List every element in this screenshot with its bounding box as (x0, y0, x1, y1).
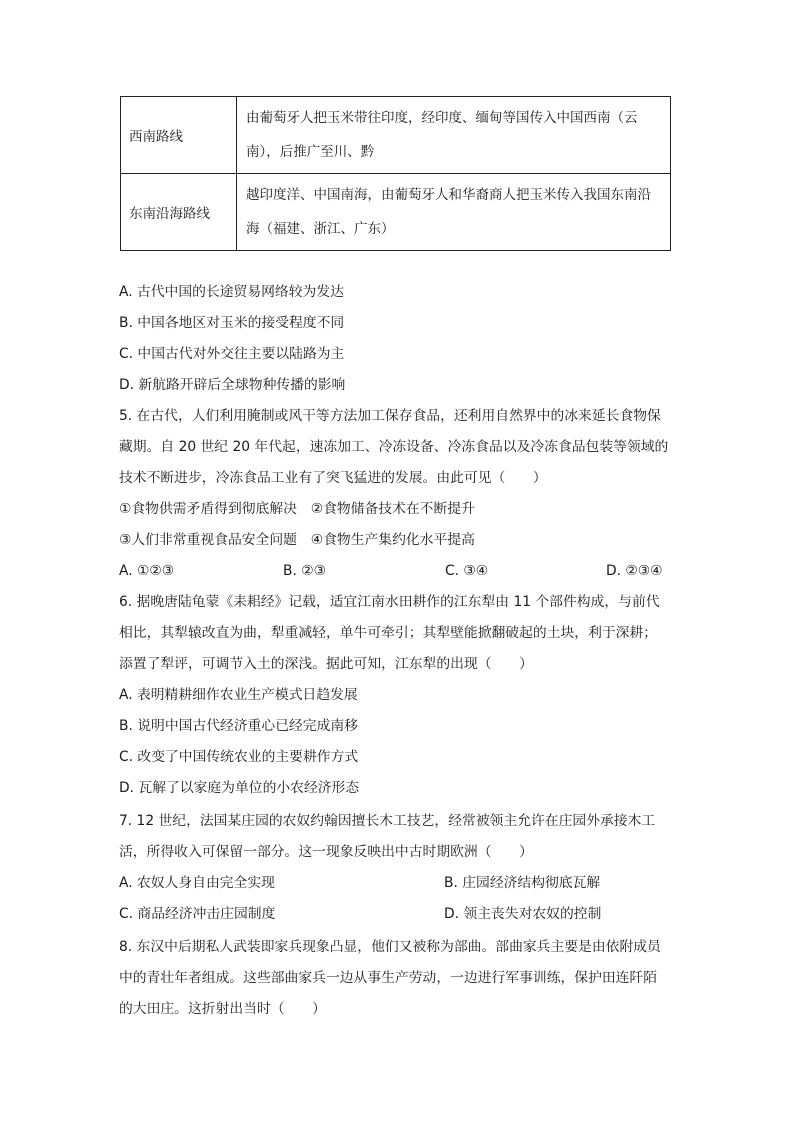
q6-option-d: D. 瓦解了以家庭为单位的小农经济形态 (119, 780, 360, 796)
q4-option-b: B. 中国各地区对玉米的接受程度不同 (119, 315, 345, 331)
q8-stem-line: 中的青壮年者组成。这些部曲家兵一边从事生产劳动，一边进行军事训练，保护田连阡陌 (119, 970, 658, 986)
q6-stem-line: 添置了犁评，可调节入土的深浅。据此可知，江东犁的出现（ ） (119, 656, 533, 672)
q4-option-d: D. 新航路开辟后全球物种传播的影响 (119, 377, 346, 393)
q5-option-d: D. ②③④ (606, 563, 663, 579)
q5-statement-line: ③人们非常重视食品安全问题 ④食物生产集约化水平提高 (119, 532, 475, 548)
route-table (120, 96, 671, 251)
route-desc-line: 南），后推广至川、黔 (246, 144, 375, 160)
q5-statement-line: ①食物供需矛盾得到彻底解决 ②食物储备技术在不断提升 (119, 501, 475, 517)
route-name-cell: 东南沿海路线 (121, 174, 237, 251)
q7-stem-line: 7. 12 世纪，法国某庄园的农奴约翰因擅长木工技艺，经常被领主允许在庄园外承接木工 (119, 813, 656, 829)
q6-option-b: B. 说明中国古代经济重心已经完成南移 (119, 718, 358, 734)
q5-option-b: B. ②③ (283, 563, 326, 579)
q6-option-c: C. 改变了中国传统农业的主要耕作方式 (119, 749, 359, 765)
q4-option-a: A. 古代中国的长途贸易网络较为发达 (119, 284, 344, 300)
route-desc-line: 海（福建、浙江、广东） (246, 221, 395, 237)
q5-option-a: A. ①②③ (119, 563, 175, 579)
q5-stem-line: 藏期。自 20 世纪 20 年代起，速冻加工、冷冻设备、冷冻食品以及冷冻食品包装等领域的 (119, 439, 669, 455)
q6-option-a: A. 表明精耕细作农业生产模式日趋发展 (119, 687, 358, 703)
q7-option-b: B. 庄园经济结构彻底瓦解 (444, 875, 601, 891)
q6-stem-line: 6. 据晚唐陆龟蒙《耒耜经》记载，适宜江南水田耕作的江东犁由 11 个部件构成，与前代 (119, 594, 660, 610)
route-desc-line: 越印度洋、中国南海，由葡萄牙人和华裔商人把玉米传入我国东南沿 (246, 187, 651, 203)
table-row (121, 174, 671, 251)
q5-option-c: C. ③④ (445, 563, 489, 579)
q7-option-a: A. 农奴人身自由完全实现 (119, 875, 275, 891)
q5-stem-line: 技术不断进步，冷冻食品工业有了突飞猛进的发展。由此可见（ ） (119, 470, 547, 486)
route-desc-line: 由葡萄牙人把玉米带往印度，经印度、缅甸等国传入中国西南（云 (246, 110, 638, 126)
q6-stem-line: 相比，其犁辕改直为曲，犁重减轻，单牛可牵引；其犁壁能掀翻破起的土块，利于深耕； (119, 625, 658, 641)
route-name-cell: 西南路线 (121, 97, 237, 174)
route-desc-cell (237, 97, 671, 174)
table-row (121, 97, 671, 174)
q5-stem-line: 5. 在古代，人们利用腌制或风干等方法加工保存食品，还利用自然界中的冰来延长食物保 (119, 408, 661, 424)
route-desc-cell (237, 174, 671, 251)
q7-stem-line: 活，所得收入可保留一部分。这一现象反映出中古时期欧洲（ ） (119, 844, 533, 860)
q8-stem-line: 的大田庄。这折射出当时（ ） (119, 1001, 326, 1017)
q7-option-c: C. 商品经济冲击庄园制度 (119, 906, 276, 922)
q4-option-c: C. 中国古代对外交往主要以陆路为主 (119, 346, 345, 362)
q7-option-d: D. 领主丧失对农奴的控制 (444, 906, 602, 922)
q8-stem-line: 8. 东汉中后期私人武装即家兵现象凸显，他们又被称为部曲。部曲家兵主要是由依附成员 (119, 939, 661, 955)
